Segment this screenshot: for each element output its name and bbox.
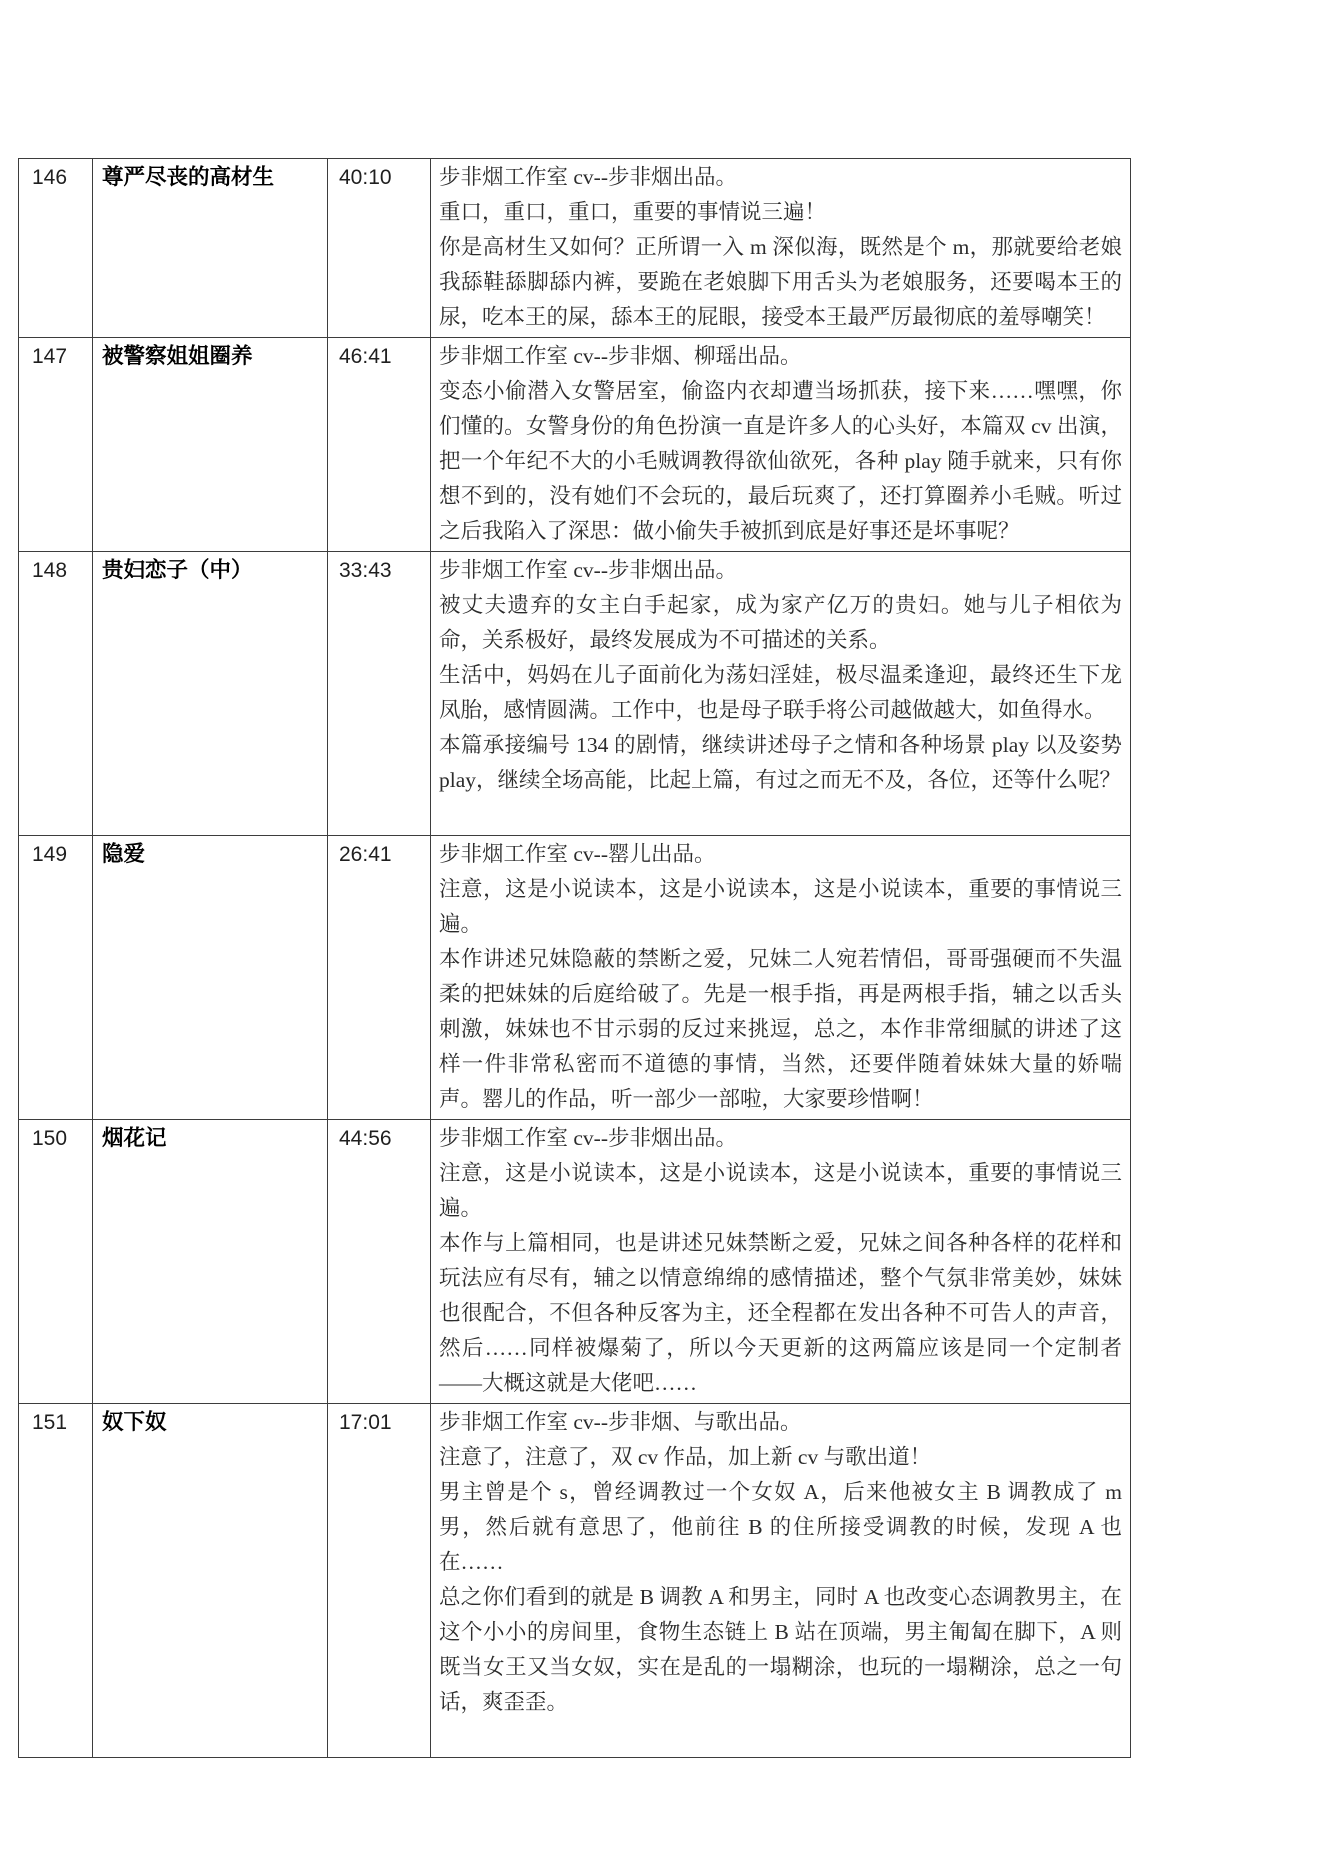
description-paragraph: 变态小偷潜入女警居室，偷盗内衣却遭当场抓获，接下来……嘿嘿，你们懂的。女警身份的角色扮演一直是许多人的心头好，本篇双 cv 出演，把一个年纪不大的小毛贼调教得欲仙欲死，各种 play 随手就来，只有你想不到的，没有她们不会玩的，最后玩爽了，还打算圈养小毛贼。听过之后我陷入了深思：做小偷失手被抓到底是好事还是坏事呢？ (439, 379, 1122, 543)
description-paragraph: 步非烟工作室 cv--步非烟出品。 (439, 1126, 737, 1150)
episode-description (431, 1120, 1131, 1404)
episode-description (431, 338, 1131, 552)
episode-number: 150 (19, 1120, 93, 1404)
episode-table-body (19, 159, 1131, 1758)
description-paragraph: 注意，这是小说读本，这是小说读本，这是小说读本，重要的事情说三遍。 (439, 1161, 1122, 1220)
description-paragraph: 步非烟工作室 cv--步非烟、柳瑶出品。 (439, 344, 802, 368)
episode-duration: 44:56 (328, 1120, 431, 1404)
episode-description (431, 159, 1131, 338)
description-paragraph: 步非烟工作室 cv--步非烟、与歌出品。 (439, 1410, 802, 1434)
episode-duration: 17:01 (328, 1404, 431, 1758)
episode-number: 147 (19, 338, 93, 552)
description-paragraph: 男主曾是个 s，曾经调教过一个女奴 A，后来他被女主 B 调教成了 m 男，然后就有意思了，他前往 B 的住所接受调教的时候，发现 A 也在…… (439, 1480, 1122, 1574)
episode-number: 148 (19, 552, 93, 836)
table-row (19, 1120, 1131, 1404)
episode-title: 烟花记 (93, 1120, 328, 1404)
table-row (19, 159, 1131, 338)
episode-title: 尊严尽丧的高材生 (93, 159, 328, 338)
episode-duration: 33:43 (328, 552, 431, 836)
document-page (18, 158, 1130, 1758)
table-row (19, 552, 1131, 836)
episode-description (431, 836, 1131, 1120)
episode-description (431, 1404, 1131, 1758)
episode-duration: 26:41 (328, 836, 431, 1120)
episode-title: 被警察姐姐圈养 (93, 338, 328, 552)
description-paragraph (439, 1720, 1122, 1755)
description-paragraph: 本篇承接编号 134 的剧情，继续讲述母子之情和各种场景 play 以及姿势 play，继续全场高能，比起上篇，有过之而无不及，各位，还等什么呢？ (439, 733, 1122, 792)
description-paragraph: 注意了，注意了，双 cv 作品，加上新 cv 与歌出道！ (439, 1445, 932, 1469)
episode-duration: 40:10 (328, 159, 431, 338)
table-row (19, 338, 1131, 552)
description-paragraph (439, 798, 1122, 833)
episode-number: 149 (19, 836, 93, 1120)
episode-title: 隐爱 (93, 836, 328, 1120)
description-paragraph: 步非烟工作室 cv--罂儿出品。 (439, 842, 716, 866)
episode-table (18, 158, 1131, 1758)
episode-description (431, 552, 1131, 836)
episode-number: 146 (19, 159, 93, 338)
episode-title: 贵妇恋子（中） (93, 552, 328, 836)
description-paragraph: 步非烟工作室 cv--步非烟出品。 (439, 558, 737, 582)
description-paragraph: 总之你们看到的就是 B 调教 A 和男主，同时 A 也改变心态调教男主，在这个小小的房间里，食物生态链上 B 站在顶端，男主匍匐在脚下，A 则既当女王又当女奴，实在是乱的一塌糊涂，也玩的一塌糊涂，总之一句话，爽歪歪。 (439, 1585, 1122, 1714)
description-paragraph: 被丈夫遗弃的女主白手起家，成为家产亿万的贵妇。她与儿子相依为命，关系极好，最终发展成为不可描述的关系。 (439, 593, 1122, 652)
description-paragraph: 注意，这是小说读本，这是小说读本，这是小说读本，重要的事情说三遍。 (439, 877, 1122, 936)
description-paragraph: 步非烟工作室 cv--步非烟出品。 (439, 165, 737, 189)
episode-number: 151 (19, 1404, 93, 1758)
episode-duration: 46:41 (328, 338, 431, 552)
description-paragraph: 生活中，妈妈在儿子面前化为荡妇淫娃，极尽温柔逢迎，最终还生下龙凤胎，感情圆满。工作中，也是母子联手将公司越做越大，如鱼得水。 (439, 663, 1122, 722)
episode-title: 奴下奴 (93, 1404, 328, 1758)
description-paragraph: 你是高材生又如何？正所谓一入 m 深似海，既然是个 m，那就要给老娘我舔鞋舔脚舔内裤，要跪在老娘脚下用舌头为老娘服务，还要喝本王的尿，吃本王的屎，舔本王的屁眼，接受本王最严厉最彻底的羞辱嘲笑！ (439, 235, 1122, 329)
description-paragraph: 本作与上篇相同，也是讲述兄妹禁断之爱，兄妹之间各种各样的花样和玩法应有尽有，辅之以情意绵绵的感情描述，整个气氛非常美妙，妹妹也很配合，不但各种反客为主，还全程都在发出各种不可告人的声音，然后……同样被爆菊了，所以今天更新的这两篇应该是同一个定制者——大概这就是大佬吧…… (439, 1231, 1122, 1395)
description-paragraph: 重口，重口，重口，重要的事情说三遍！ (439, 200, 827, 224)
description-paragraph: 本作讲述兄妹隐蔽的禁断之爱，兄妹二人宛若情侣，哥哥强硬而不失温柔的把妹妹的后庭给破了。先是一根手指，再是两根手指，辅之以舌头刺激，妹妹也不甘示弱的反过来挑逗，总之，本作非常细腻的讲述了这样一件非常私密而不道德的事情，当然，还要伴随着妹妹大量的娇喘声。罂儿的作品，听一部少一部啦，大家要珍惜啊！ (439, 947, 1122, 1111)
table-row (19, 1404, 1131, 1758)
table-row (19, 836, 1131, 1120)
